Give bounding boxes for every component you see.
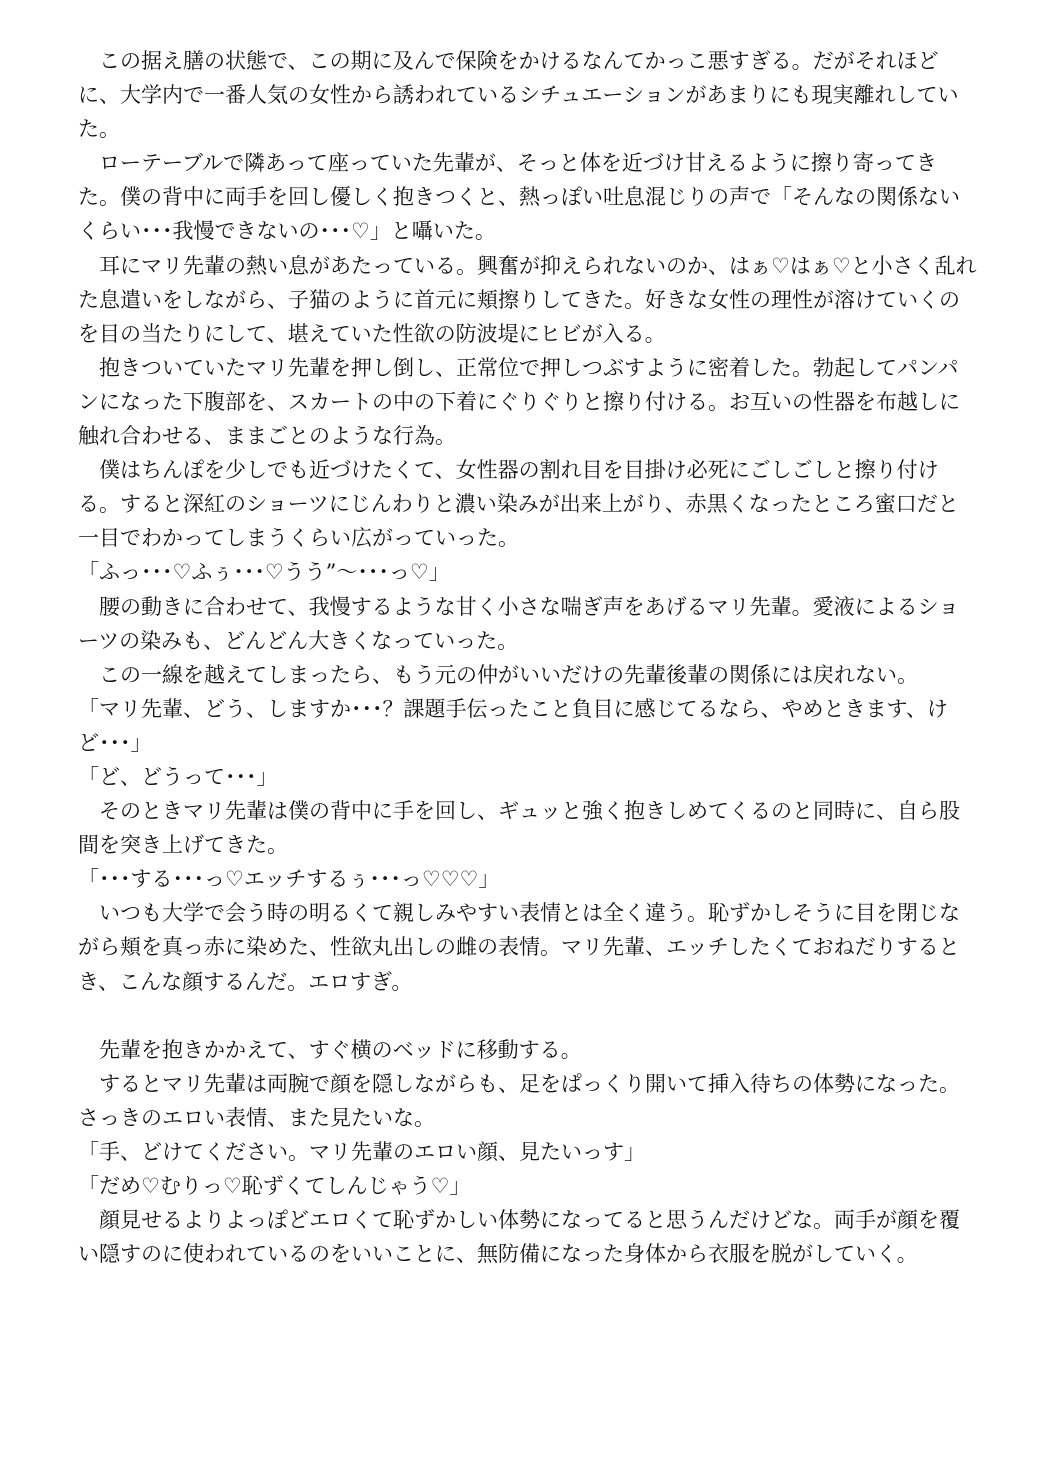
dialogue-line: 「ど、どうって･･･」 bbox=[78, 764, 278, 789]
paragraph: この一線を越えてしまったら、もう元の仲がいいだけの先輩後輩の関係には戻れない。 bbox=[78, 662, 918, 687]
paragraph: 抱きついていたマリ先輩を押し倒し、正常位で押しつぶすように密着した。勃起してパンパンになった下腹部を、スカートの中の下着にぐりぐりと擦り付ける。お互いの性器を布越しに触れ合わせる、ままごとのような行為。 bbox=[78, 355, 960, 449]
paragraph: ローテーブルで隣あって座っていた先輩が、そっと体を近づけ甘えるように擦り寄ってきた。僕の背中に両手を回し優しく抱きつくと、熱っぽい吐息混じりの声で「そんなの関係ないくらい･･･我慢できないの･･･♡」と囁いた。 bbox=[78, 151, 960, 244]
paragraph: そのときマリ先輩は僕の背中に手を回し、ギュッと強く抱きしめてくるのと同時に、自ら股間を突き上げてきた。 bbox=[78, 799, 960, 858]
paragraph: いつも大学で会う時の明るくて親しみやすい表情とは全く違う。恥ずかしそうに目を閉じながら頬を真っ赤に染めた、性欲丸出しの雌の表情。マリ先輩、エッチしたくておねだりするとき、こんな顔するんだ。エロすぎ。 bbox=[78, 901, 960, 994]
text-body bbox=[78, 44, 978, 1271]
dialogue-line: 「マリ先輩、どう、しますか･･･？課題手伝ったこと負目に感じてるなら、やめときます、けど･･･」 bbox=[78, 696, 948, 755]
paragraph: 僕はちんぽを少しでも近づけたくて、女性器の割れ目を目掛け必死にごしごしと擦り付ける。すると深紅のショーツにじんわりと濃い染みが出来上がり、赤黒くなったところ蜜口だと一目でわかってしまうくらい広がっていった。 bbox=[78, 458, 959, 551]
paragraph: 先輩を抱きかかえて、すぐ横のベッドに移動する。 bbox=[78, 1037, 582, 1062]
dialogue-line: 「手、どけてください。マリ先輩のエロい顔、見たいっす」 bbox=[78, 1140, 645, 1164]
paragraph: 耳にマリ先輩の熱い息があたっている。興奮が抑えられないのか、はぁ♡はぁ♡と小さく乱れた息遣いをしながら、子猫のように首元に頬擦りしてきた。好きな女性の理性が溶けていくのを目の当たりにして、堪えていた性欲の防波堤にヒビが入る。 bbox=[78, 253, 977, 346]
blank-line bbox=[78, 999, 978, 1033]
paragraph: 顔見せるよりよっぽどエロくて恥ずかしい体勢になってると思うんだけどな。両手が顔を覆い隠すのに使われているのをいいことに、無防備になった身体から衣服を脱がしていく。 bbox=[78, 1208, 960, 1267]
paragraph: するとマリ先輩は両腕で顔を隠しながらも、足をぱっくり開いて挿入待ちの体勢になった。さっきのエロい表情、また見たいな。 bbox=[78, 1071, 960, 1130]
paragraph: この据え膳の状態で、この期に及んで保険をかけるなんてかっこ悪すぎる。だがそれほどに、大学内で一番人気の女性から誘われているシチュエーションがあまりにも現実離れしていた。 bbox=[78, 49, 959, 142]
dialogue-line: 「ふっ･･･♡ふぅ･･･♡うう”〜･･･っ♡」 bbox=[78, 560, 450, 585]
dialogue-line: 「･･･する･･･っ♡エッチするぅ･･･っ♡♡♡」 bbox=[78, 867, 500, 892]
paragraph: 腰の動きに合わせて、我慢するような甘く小さな喘ぎ声をあげるマリ先輩。愛液によるショーツの染みも、どんどん大きくなっていった。 bbox=[78, 594, 960, 653]
dialogue-line: 「だめ♡むりっ♡恥ずくてしんじゃう♡」 bbox=[78, 1174, 471, 1199]
